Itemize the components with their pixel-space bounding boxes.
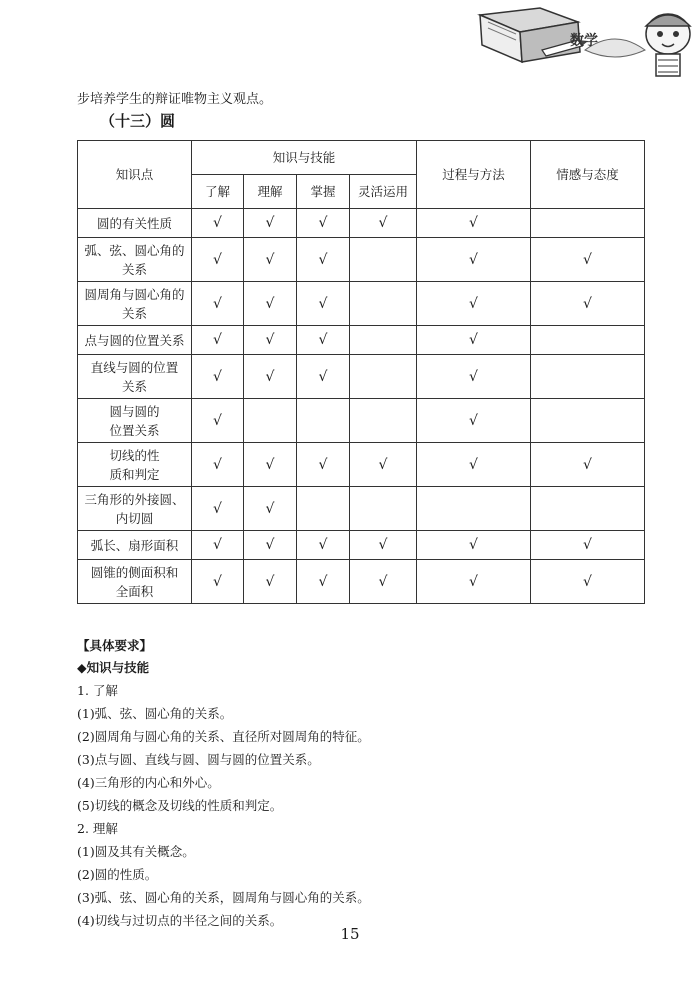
check-mark: √ bbox=[213, 295, 222, 312]
topic-cell bbox=[78, 282, 192, 326]
check-mark: √ bbox=[469, 412, 478, 429]
topic-text: 质和判定 bbox=[109, 466, 160, 482]
section-2-item: (1)圆及其有关概念。 bbox=[77, 844, 195, 859]
topic-cell bbox=[78, 355, 192, 399]
topic-text: 弧、弦、圆心角的 bbox=[84, 242, 185, 258]
section-1-item: (4)三角形的内心和外心。 bbox=[77, 775, 220, 790]
section-1-title: 1. 了解 bbox=[77, 683, 118, 698]
check-cell bbox=[417, 209, 531, 238]
check-cell bbox=[244, 282, 297, 326]
check-cell bbox=[297, 326, 350, 355]
table-row bbox=[78, 209, 645, 238]
check-cell bbox=[417, 487, 531, 531]
check-cell bbox=[297, 238, 350, 282]
check-mark: √ bbox=[265, 537, 275, 553]
check-mark: √ bbox=[469, 368, 478, 385]
check-cell bbox=[350, 209, 417, 238]
check-cell bbox=[417, 326, 531, 355]
col-header-attitude: 情感与态度 bbox=[531, 141, 645, 209]
check-cell bbox=[417, 355, 531, 399]
check-cell bbox=[192, 399, 244, 443]
check-cell bbox=[417, 238, 531, 282]
check-cell bbox=[244, 326, 297, 355]
check-cell bbox=[297, 355, 350, 399]
check-mark: √ bbox=[469, 537, 478, 553]
col-header-process: 过程与方法 bbox=[417, 141, 531, 209]
check-cell bbox=[531, 399, 645, 443]
check-mark: √ bbox=[213, 500, 222, 517]
table-row bbox=[78, 560, 645, 604]
topic-cell bbox=[78, 487, 192, 531]
check-mark: √ bbox=[378, 573, 388, 590]
section-1-item: (3)点与圆、直线与圆、圆与圆的位置关系。 bbox=[77, 752, 320, 767]
topic-text: 圆周角与圆心角的 bbox=[84, 286, 185, 302]
check-cell bbox=[192, 531, 244, 560]
check-cell bbox=[350, 399, 417, 443]
col-header-knowledge-skills: 知识与技能 bbox=[192, 141, 417, 175]
check-mark: √ bbox=[213, 537, 222, 553]
check-cell bbox=[531, 282, 645, 326]
check-mark: √ bbox=[213, 368, 222, 385]
check-mark: √ bbox=[265, 215, 275, 231]
check-cell bbox=[350, 355, 417, 399]
table-row bbox=[78, 487, 645, 531]
check-cell bbox=[244, 531, 297, 560]
check-cell bbox=[531, 443, 645, 487]
check-mark: √ bbox=[265, 368, 275, 385]
knowledge-table bbox=[77, 140, 645, 604]
topic-text: 内切圆 bbox=[115, 510, 154, 526]
check-cell bbox=[244, 209, 297, 238]
check-cell bbox=[531, 326, 645, 355]
check-mark: √ bbox=[469, 573, 478, 590]
topic-text: 关系 bbox=[121, 305, 147, 321]
check-mark: √ bbox=[318, 537, 328, 553]
section-title: （十三）圆 bbox=[100, 112, 176, 130]
topic-cell bbox=[78, 209, 192, 238]
col-header-flexible-use: 灵活运用 bbox=[350, 175, 417, 209]
table-row bbox=[78, 399, 645, 443]
check-mark: √ bbox=[469, 251, 478, 268]
check-cell bbox=[350, 560, 417, 604]
requirements-subheading: ◆知识与技能 bbox=[77, 660, 150, 675]
section-1-item: (5)切线的概念及切线的性质和判定。 bbox=[77, 798, 283, 813]
requirements-heading: 【具体要求】 bbox=[77, 638, 153, 653]
topic-text: 圆锥的侧面积和 bbox=[90, 564, 179, 580]
check-mark: √ bbox=[265, 332, 275, 348]
check-mark: √ bbox=[213, 412, 222, 429]
table-row bbox=[78, 443, 645, 487]
topic-text: 直线与圆的位置 bbox=[90, 359, 179, 375]
check-cell bbox=[297, 487, 350, 531]
col-header-comprehend: 理解 bbox=[244, 175, 297, 209]
table-row bbox=[78, 326, 645, 355]
check-mark: √ bbox=[318, 251, 328, 268]
check-cell bbox=[531, 560, 645, 604]
check-cell bbox=[417, 560, 531, 604]
check-cell bbox=[192, 355, 244, 399]
check-mark: √ bbox=[318, 368, 328, 385]
check-cell bbox=[297, 443, 350, 487]
check-cell bbox=[244, 238, 297, 282]
check-cell bbox=[192, 282, 244, 326]
check-cell bbox=[350, 238, 417, 282]
check-mark: √ bbox=[583, 456, 592, 473]
topic-cell bbox=[78, 399, 192, 443]
table-row bbox=[78, 282, 645, 326]
check-cell bbox=[531, 487, 645, 531]
topic-text: 关系 bbox=[121, 261, 147, 277]
check-cell bbox=[417, 282, 531, 326]
check-mark: √ bbox=[318, 573, 328, 590]
check-mark: √ bbox=[318, 215, 328, 231]
section-2-item: (2)圆的性质。 bbox=[77, 867, 158, 882]
topic-text: 点与圆的位置关系 bbox=[84, 332, 185, 348]
check-mark: √ bbox=[213, 251, 222, 268]
check-mark: √ bbox=[213, 215, 222, 231]
check-cell bbox=[192, 209, 244, 238]
page-number: 15 bbox=[340, 925, 360, 943]
check-cell bbox=[192, 326, 244, 355]
check-cell bbox=[192, 238, 244, 282]
cartoon-boy-icon bbox=[646, 14, 690, 76]
topic-text: 圆的有关性质 bbox=[96, 215, 172, 231]
check-cell bbox=[531, 355, 645, 399]
table-row bbox=[78, 238, 645, 282]
check-cell bbox=[297, 399, 350, 443]
check-mark: √ bbox=[583, 537, 592, 553]
check-cell bbox=[417, 399, 531, 443]
check-cell bbox=[244, 355, 297, 399]
section-2-item: (4)切线与过切点的半径之间的关系。 bbox=[77, 913, 283, 928]
check-mark: √ bbox=[469, 332, 478, 348]
check-cell bbox=[244, 487, 297, 531]
check-cell bbox=[192, 487, 244, 531]
check-mark: √ bbox=[583, 251, 592, 268]
col-header-topic: 知识点 bbox=[78, 141, 192, 209]
intro-text: 步培养学生的辩证唯物主义观点。 bbox=[77, 92, 273, 107]
book-icon bbox=[480, 8, 580, 62]
check-cell bbox=[297, 209, 350, 238]
check-cell bbox=[244, 399, 297, 443]
check-mark: √ bbox=[265, 295, 275, 312]
subject-label: 数学 bbox=[570, 33, 598, 49]
check-cell bbox=[531, 209, 645, 238]
section-2-title: 2. 理解 bbox=[77, 821, 118, 836]
check-mark: √ bbox=[265, 500, 275, 517]
topic-text: 位置关系 bbox=[109, 422, 160, 438]
topic-text: 三角形的外接圆、 bbox=[84, 491, 185, 507]
check-mark: √ bbox=[378, 215, 388, 231]
col-header-master: 掌握 bbox=[297, 175, 350, 209]
topic-cell bbox=[78, 238, 192, 282]
table-row bbox=[78, 355, 645, 399]
check-mark: √ bbox=[318, 295, 328, 312]
check-cell bbox=[531, 531, 645, 560]
check-cell bbox=[297, 282, 350, 326]
check-cell bbox=[244, 443, 297, 487]
check-mark: √ bbox=[378, 537, 388, 553]
table-row bbox=[78, 531, 645, 560]
check-mark: √ bbox=[265, 456, 275, 473]
check-cell bbox=[350, 531, 417, 560]
check-mark: √ bbox=[213, 456, 222, 473]
check-cell bbox=[244, 560, 297, 604]
check-mark: √ bbox=[318, 332, 328, 348]
section-1-item: (2)圆周角与圆心角的关系、直径所对圆周角的特征。 bbox=[77, 729, 370, 744]
check-mark: √ bbox=[469, 215, 478, 231]
check-cell bbox=[531, 238, 645, 282]
check-mark: √ bbox=[378, 456, 388, 473]
check-mark: √ bbox=[265, 573, 275, 590]
check-cell bbox=[350, 487, 417, 531]
topic-cell bbox=[78, 531, 192, 560]
check-cell bbox=[297, 531, 350, 560]
topic-text: 关系 bbox=[121, 378, 147, 394]
check-mark: √ bbox=[469, 295, 478, 312]
check-cell bbox=[350, 282, 417, 326]
topic-cell bbox=[78, 443, 192, 487]
check-mark: √ bbox=[583, 295, 592, 312]
check-cell bbox=[350, 443, 417, 487]
section-1-item: (1)弧、弦、圆心角的关系。 bbox=[77, 706, 233, 721]
check-cell bbox=[350, 326, 417, 355]
check-cell bbox=[417, 531, 531, 560]
check-mark: √ bbox=[265, 251, 275, 268]
topic-cell bbox=[78, 560, 192, 604]
check-cell bbox=[297, 560, 350, 604]
check-mark: √ bbox=[213, 573, 222, 590]
topic-text: 圆与圆的 bbox=[109, 403, 160, 419]
topic-text: 全面积 bbox=[115, 583, 154, 599]
check-mark: √ bbox=[469, 456, 478, 473]
check-mark: √ bbox=[213, 332, 222, 348]
check-mark: √ bbox=[583, 573, 592, 590]
check-cell bbox=[417, 443, 531, 487]
check-cell bbox=[192, 560, 244, 604]
col-header-understand: 了解 bbox=[192, 175, 244, 209]
check-mark: √ bbox=[318, 456, 328, 473]
topic-text: 弧长、扇形面积 bbox=[90, 537, 179, 553]
check-cell bbox=[192, 443, 244, 487]
section-2-item: (3)弧、弦、圆心角的关系，圆周角与圆心角的关系。 bbox=[77, 890, 370, 905]
topic-text: 切线的性 bbox=[109, 447, 160, 463]
topic-cell bbox=[78, 326, 192, 355]
